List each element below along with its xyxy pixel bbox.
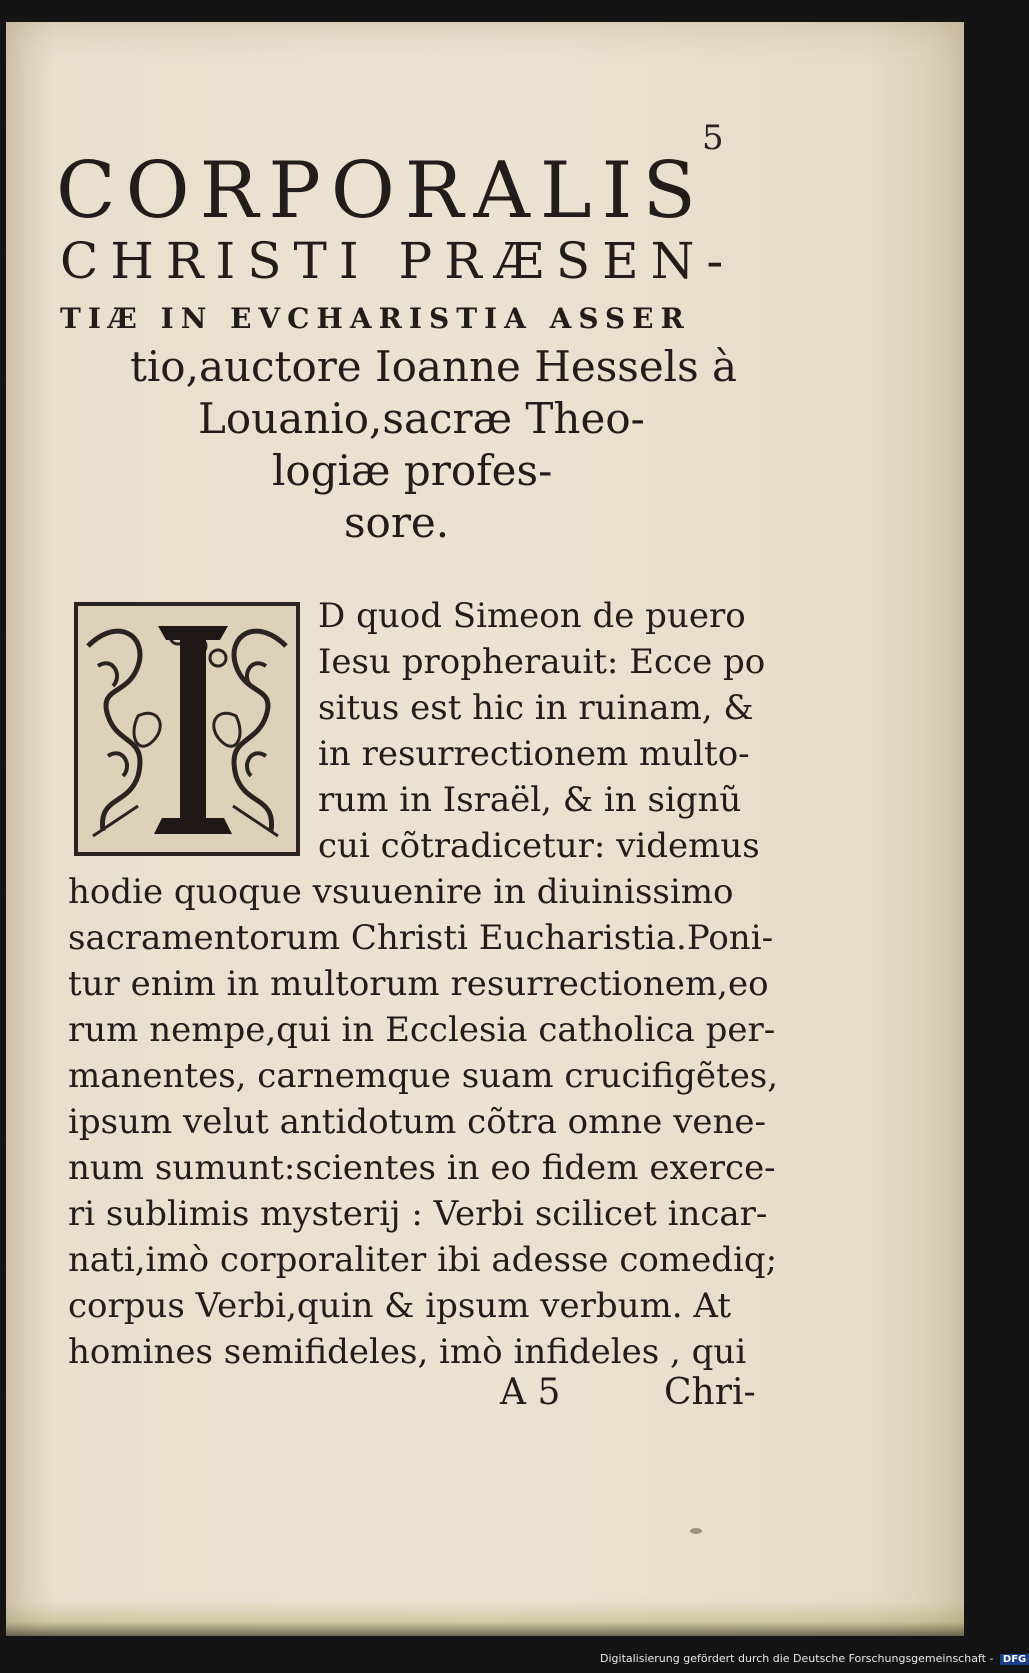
title-line-1: CORPORALIS [56,146,706,236]
text-line-13: num sumunt:scientes in eo fidem exerce- [68,1148,776,1188]
digitization-credit [600,1652,1027,1665]
title-line-4: tio,auctore Ioanne Hessels à [130,342,738,391]
text-line-5: rum in Israël, & in signũ [318,780,742,820]
text-line-6: cui cõtradicetur: videmus [318,826,760,866]
text-line-16: corpus Verbi,quin & ipsum verbum. At [68,1286,731,1326]
text-line-15: nati,imò corporaliter ibi adesse comediq; [68,1240,778,1280]
decorated-initial-I [74,602,300,856]
text-line-11: manentes, carnemque suam crucifigẽtes, [68,1056,779,1096]
title-line-5: Louanio,sacræ Theo- [198,394,645,443]
text-line-3: situs est hic in ruinam, & [318,688,754,728]
title-line-2: CHRISTI PRÆSEN- [60,232,736,290]
text-line-17: homines semifideles, imò infideles , qui [68,1332,747,1372]
signature-mark: A 5 [500,1372,561,1413]
title-line-3: TIÆ IN EVCHARISTIA ASSER [60,302,691,335]
text-line-14: ri sublimis mysterij : Verbi scilicet incar- [68,1194,768,1234]
text-line-12: ipsum velut antidotum cõtra omne vene- [68,1102,767,1142]
title-line-6: logiæ profes- [272,446,553,495]
dfg-logo-badge: DFG [1000,1654,1029,1665]
text-line-4: in resurrectionem multo- [318,734,750,774]
page-edge-shadow [6,1602,964,1636]
catchword: Chri- [664,1372,756,1413]
credit-text: Digitalisierung gefördert durch die Deutsche Forschungsgemeinschaft - [600,1652,994,1665]
text-line-7: hodie quoque vsuuenire in diuinissimo [68,872,734,912]
folio-number: 5 [702,118,724,158]
title-line-7: sore. [344,498,450,547]
text-line-10: rum nempe,qui in Ecclesia catholica per- [68,1010,776,1050]
ornament-foliage-icon [78,606,296,852]
text-line-8: sacramentorum Christi Eucharistia.Poni- [68,918,774,958]
text-line-2: Iesu propherauit: Ecce po [318,642,766,682]
text-line-9: tur enim in multorum resurrectionem,eo [68,964,769,1004]
text-line-1: D quod Simeon de puero [318,596,746,636]
ink-smudge [690,1528,702,1534]
